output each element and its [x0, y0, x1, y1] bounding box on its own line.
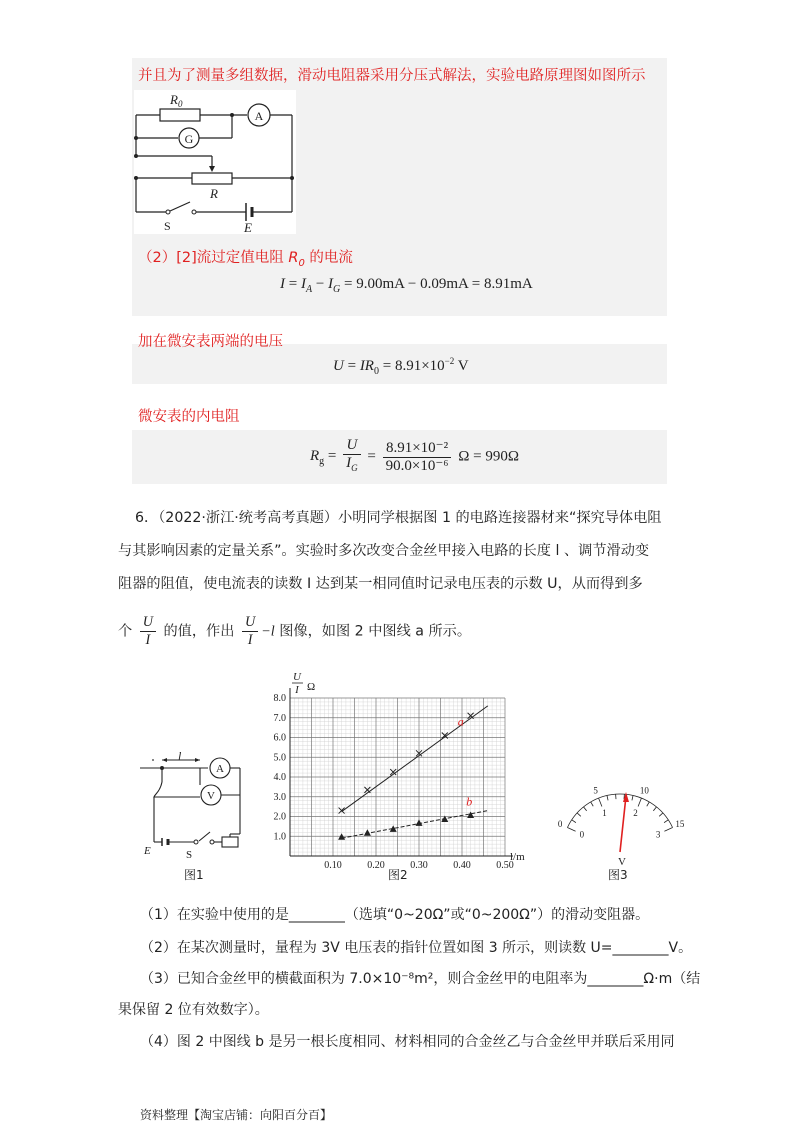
y-tick-label: 1.0 — [273, 831, 286, 843]
chart-y-label — [292, 671, 315, 696]
question-4: （4）图 2 中图线 b 是另一根长度相同、材料相同的合金丝乙与合金丝甲并联后采用同 — [140, 1034, 675, 1050]
question-3-line1: （3）已知合金丝甲的横截面积为 7.0×10⁻⁸m²，则合金丝甲的电阻率为________Ω·m（结 — [140, 971, 701, 987]
y-tick-label: 3.0 — [273, 791, 286, 803]
y-tick-label: 5.0 — [273, 752, 286, 764]
question-2: （2）在某次测量时，量程为 3V 电压表的指针位置如图 3 所示，则读数 U=________V。 — [140, 940, 693, 956]
voltmeter-tick — [591, 802, 594, 806]
solution-intro: 并且为了测量多组数据，滑动电阻器采用分压式解法，实验电路原理图如图所示 — [138, 68, 646, 84]
voltmeter-tick — [659, 813, 663, 816]
x-tick-label: 0.40 — [453, 860, 471, 868]
figure3-label: 图3 — [608, 868, 628, 882]
figure1-circuit — [140, 752, 245, 877]
y-tick-label: 7.0 — [273, 712, 286, 724]
x-tick-label: 0.50 — [496, 860, 514, 868]
voltmeter-needle — [620, 796, 626, 852]
svg-text:V: V — [207, 790, 215, 802]
voltmeter-tick — [583, 807, 586, 811]
question6-line3: 阻器的阻值，使电流表的读数 I 达到某一相同值时记录电压表的示数 U，从而得到多 — [118, 576, 643, 592]
figure3-voltmeter — [548, 772, 693, 867]
voltmeter-scale-label: 15 — [675, 819, 685, 830]
series-a-label: a — [457, 714, 464, 729]
svg-text:S: S — [186, 849, 193, 861]
figure2-chart — [255, 668, 545, 868]
question6-line2: 与其影响因素的定量关系”。实验时多次改变合金丝甲接入电路的长度 l 、调节滑动变 — [118, 543, 650, 559]
equation-resistance: $R_g$ = $\frac{U}{I_G}$ = $\frac{\text{8.91×10⁻²}}{\text{90.0×10⁻⁶}}$ Ω = 990Ω — [310, 437, 519, 474]
svg-text:l: l — [178, 752, 182, 763]
series-b-point — [364, 829, 371, 836]
voltmeter-tick — [638, 798, 641, 806]
voltmeter-tick — [567, 827, 575, 831]
voltmeter-scale-label: 5 — [593, 785, 598, 796]
svg-text:V: V — [618, 856, 626, 867]
voltmeter-tick — [632, 795, 633, 800]
footer-source: 资料整理【淘宝店铺：向阳百分百】 — [140, 1108, 333, 1122]
resistance-label: 微安表的内电阻 — [138, 409, 240, 425]
svg-text:S: S — [164, 219, 171, 233]
chart-ticks — [274, 693, 514, 868]
equation-current: $I = I_A - I_G = 9.00mA - 0.09mA = 8.91mA$ — [280, 276, 533, 295]
voltmeter-scale-label: 2 — [633, 807, 638, 818]
voltmeter-tick — [664, 827, 672, 831]
chart-axes — [290, 688, 513, 856]
svg-text:R0: $R_0$ — [170, 92, 183, 109]
voltmeter-scale — [558, 786, 685, 840]
voltmeter-scale-label: 0 — [579, 829, 585, 840]
voltmeter-tick — [599, 798, 602, 806]
y-tick-label: 6.0 — [273, 732, 286, 744]
series-b-label: b — [466, 794, 473, 809]
svg-text:U: U — [293, 671, 301, 683]
voltmeter-tick — [607, 795, 608, 800]
figure1-label: 图1 — [184, 868, 204, 882]
svg-text:Ω: Ω — [307, 681, 316, 693]
voltmeter-tick — [664, 820, 668, 823]
voltmeter-tick — [577, 813, 581, 816]
equation-voltage: $U = IR_0 = 8.91\times 10^{-2}$ V — [333, 356, 469, 377]
part2-label: （2）[2]流过定值电阻 $R_0$ 的电流 — [138, 250, 353, 269]
question-1: （1）在实验中使用的是________（选填“0~20Ω”或“0~200Ω”）的滑动变阻器。 — [140, 907, 650, 923]
svg-text:A: A — [254, 109, 264, 123]
svg-text:I: I — [295, 684, 299, 696]
x-tick-label: 0.20 — [367, 860, 385, 868]
svg-text:G: G — [184, 132, 194, 146]
y-tick-label: 8.0 — [273, 693, 286, 704]
voltmeter-scale-label: 1 — [602, 807, 607, 818]
svg-text:R: R — [210, 186, 218, 201]
svg-text:E: E — [144, 845, 151, 857]
figure2-label: 图2 — [388, 868, 408, 882]
x-tick-label: 0.30 — [410, 860, 428, 868]
question6-line1: 6．（2022·浙江·统考高考真题）小明同学根据图 1 的电路连接器材来“探究导体电阻 — [135, 510, 662, 526]
question-3-line2: 果保留 2 位有效数字）。 — [118, 1002, 269, 1018]
voltmeter-tick — [647, 802, 650, 806]
voltmeter-scale-label: 10 — [639, 785, 649, 796]
y-tick-label: 4.0 — [273, 772, 286, 783]
voltmeter-tick — [653, 807, 656, 811]
chart-series — [338, 706, 488, 840]
solution-circuit-diagram — [134, 90, 296, 234]
svg-text:A: A — [216, 763, 224, 775]
voltage-label: 加在微安表两端的电压 — [138, 334, 283, 350]
voltmeter-tick — [572, 820, 576, 823]
voltmeter-arc — [567, 794, 672, 827]
y-tick-label: 2.0 — [273, 811, 286, 823]
svg-text:E: E — [244, 220, 252, 234]
x-tick-label: 0.10 — [324, 860, 342, 868]
voltmeter-scale-label: 0 — [557, 819, 563, 830]
voltmeter-scale-label: 3 — [655, 829, 661, 840]
question6-line4: 个 $\frac{U}{I}$ 的值，作出 $\frac{U}{I}$ −l 图像，如图 2 中图线 a 所示。 — [118, 614, 472, 648]
chart-x-label: l/m — [510, 851, 525, 863]
